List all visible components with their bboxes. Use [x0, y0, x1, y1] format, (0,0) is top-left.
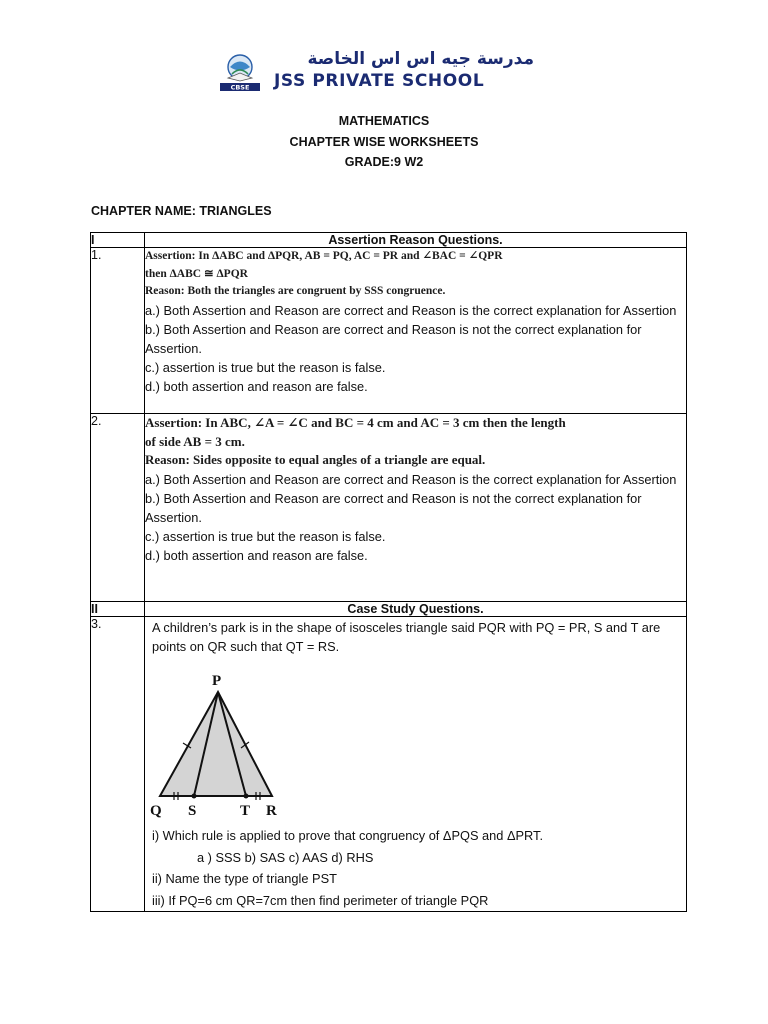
school-name-english: JSS PRIVATE SCHOOL	[274, 71, 485, 91]
label-t: T	[240, 803, 251, 819]
triangle-figure	[148, 672, 298, 822]
series-title: CHAPTER WISE WORKSHEETS	[289, 134, 479, 149]
question-row	[91, 248, 687, 414]
label-r: R	[266, 803, 277, 819]
question-number: 1.	[91, 248, 145, 414]
question-number: 3.	[91, 617, 145, 912]
assertion-line: then ΔABC ≅ ΔPQR	[145, 267, 248, 280]
option-a: a.) Both Assertion and Reason are correct and Reason is the correct explanation for Assertion	[145, 302, 677, 318]
question-row	[91, 617, 687, 912]
sub-question: iii) If PQ=6 cm QR=7cm then find perimeter of triangle PQR	[152, 892, 489, 908]
section-header-row	[91, 602, 687, 617]
subject-title: MATHEMATICS	[338, 114, 430, 128]
label-s: S	[188, 803, 197, 819]
question-number: 2.	[91, 414, 145, 602]
assertion-line: of side AB = 3 cm.	[145, 433, 245, 449]
section-numeral: I	[91, 233, 145, 248]
option-d: d.) both assertion and reason are false.	[145, 378, 368, 394]
case-study-text: A children’s park is in the shape of isosceles triangle said PQR with PQ = PR, S and T are points on QR such that QT = RS.	[152, 620, 661, 654]
assertion-line: Assertion: In ΔABC and ΔPQR, AB = PQ, AC = PR and ∠BAC = ∠QPR	[145, 250, 503, 262]
option-c: c.) assertion is true but the reason is false.	[145, 359, 386, 375]
point-s	[192, 794, 197, 799]
worksheet-title	[0, 111, 768, 173]
question-row	[91, 414, 687, 602]
assertion-line: Assertion: In ABC, ∠A = ∠C and BC = 4 cm and AC = 3 cm then the length	[145, 415, 566, 430]
option-b: b.) Both Assertion and Reason are correct and Reason is not the correct explanation for Assertion.	[145, 490, 642, 525]
option-b: b.) Both Assertion and Reason are correct and Reason is not the correct explanation for Assertion.	[145, 321, 642, 356]
sub-question-options: a ) SSS b) SAS c) AAS d) RHS	[197, 849, 374, 865]
sub-question: ii) Name the type of triangle PST	[152, 871, 337, 886]
reason-line: Reason: Sides opposite to equal angles of a triangle are equal.	[145, 452, 486, 467]
triangle-pqr	[160, 692, 272, 796]
section-heading: Assertion Reason Questions.	[145, 233, 687, 248]
grade-title: GRADE:9 W2	[344, 155, 424, 169]
option-a: a.) Both Assertion and Reason are correct and Reason is the correct explanation for Assertion	[145, 471, 677, 487]
school-logo-bar	[218, 49, 548, 94]
question-content	[145, 414, 687, 602]
question-content	[145, 617, 687, 912]
option-d: d.) both assertion and reason are false.	[145, 547, 368, 563]
worksheet-table	[90, 232, 687, 912]
school-emblem-icon	[218, 52, 262, 92]
chapter-name: CHAPTER NAME: TRIANGLES	[91, 204, 272, 218]
label-p: P	[212, 673, 222, 689]
section-numeral: II	[91, 602, 145, 617]
section-heading: Case Study Questions.	[145, 602, 687, 617]
label-q: Q	[150, 803, 162, 819]
reason-line: Reason: Both the triangles are congruent by SSS congruence.	[145, 285, 446, 297]
school-name-arabic: مدرسة جيه اس اس الخاصة	[307, 49, 534, 69]
sub-question: i) Which rule is applied to prove that congruency of ΔPQS and ΔPRT.	[152, 828, 544, 843]
point-t	[244, 794, 249, 799]
section-header-row	[91, 233, 687, 248]
question-content	[145, 248, 687, 414]
emblem-caption: CBSE	[230, 83, 250, 92]
option-c: c.) assertion is true but the reason is false.	[145, 528, 386, 544]
